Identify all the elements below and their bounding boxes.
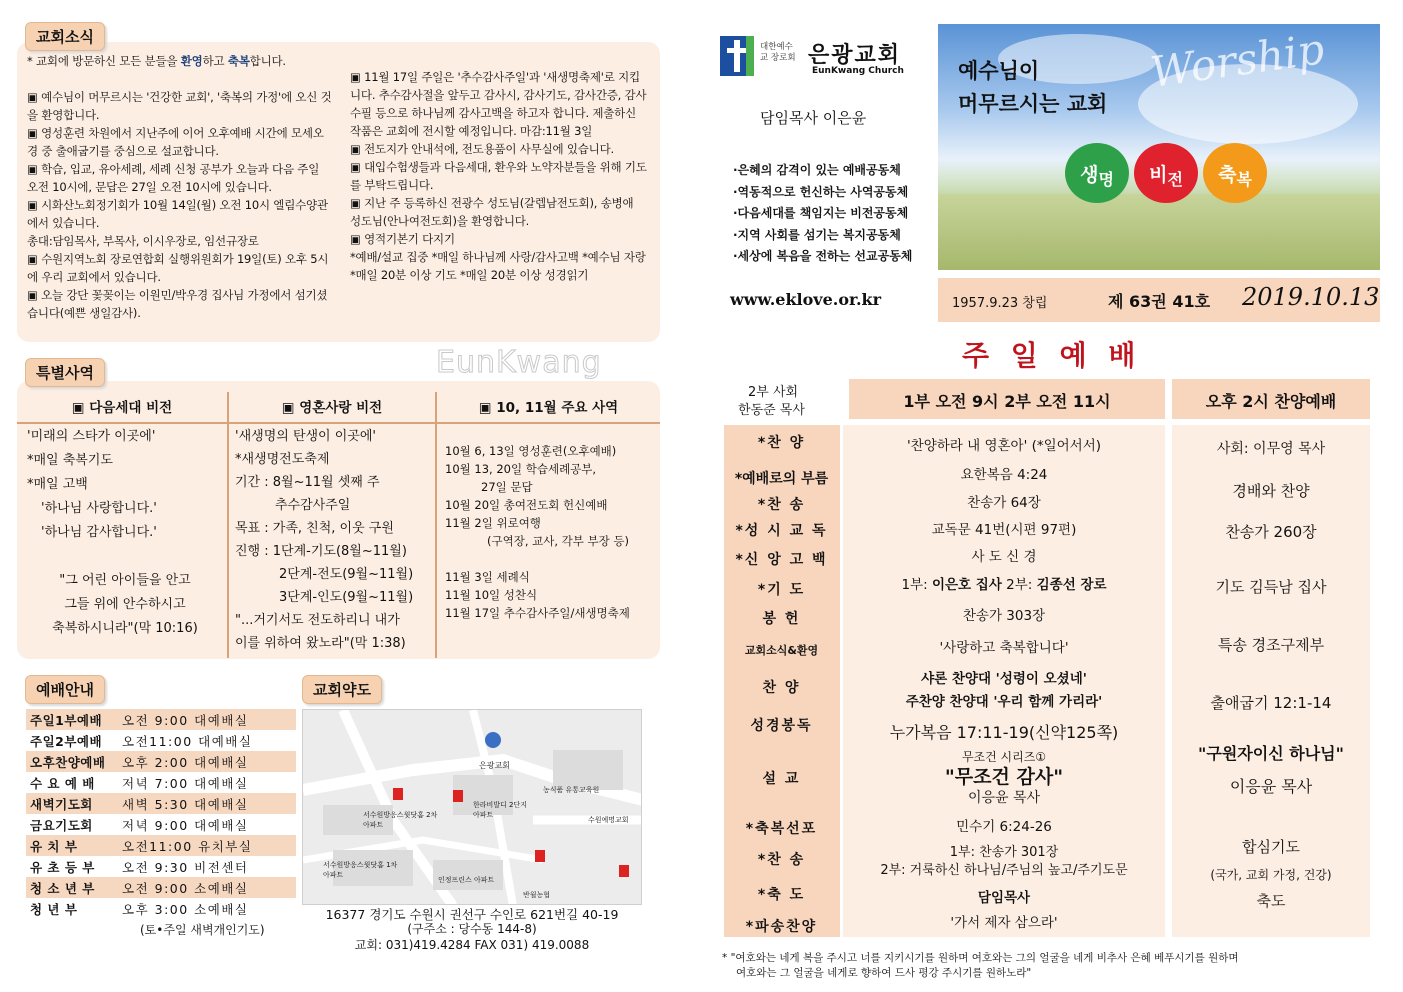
order-item: 1부: 찬송가 301장 <box>949 845 1059 860</box>
pm-item: 특송 경조구제부 <box>1217 636 1325 654</box>
news-item: *예배/설교 집중 *매일 하나님께 사랑/감사고백 *예수님 자랑 *매일 20분 이상 기도 *매일 20분 이상 성경읽기 <box>350 250 646 282</box>
news-item: ▣ 오늘 강단 꽃꽂이는 이원민/박우경 집사님 가정에서 섬기셨습니다(예쁜 생일감사). <box>27 288 328 320</box>
services-tab: 예배안내 <box>25 675 105 704</box>
welcome-line: * 교회에 방문하신 모든 분들을 환영하고 축복합니다. <box>27 54 286 68</box>
pm-header-text: 오후 2시 찬양예배 <box>1205 392 1337 411</box>
founded: 1957.9.23 창립 <box>952 296 1048 311</box>
news-left-column <box>27 52 333 322</box>
map-label: 농식품 유통교육원 <box>543 786 600 794</box>
pm-item: 경배와 찬양 <box>1232 482 1310 500</box>
news-item: ▣ 지난 주 등록하신 전광수 성도님(갈렙남전도회), 송병애 성도님(안나여전도회)을 환영합니다. <box>350 196 634 228</box>
service-schedule <box>26 709 296 919</box>
church-name: 은광교회 <box>808 43 902 68</box>
map-label: 반월농협 <box>523 891 551 899</box>
am-header-text: 1부 오전 9시 2부 오전 11시 <box>903 392 1111 411</box>
map-phone: 교회: 031)419.4284 FAX 031) 419.0088 <box>354 938 590 952</box>
special-col3-head: ▣ 10, 11월 주요 사역 <box>437 392 660 424</box>
order-item: 사 도 신 경 <box>971 549 1037 565</box>
pm-item: 찬송가 260장 <box>1225 523 1317 541</box>
pm-item: 기도 김득남 집사 <box>1215 578 1327 596</box>
order-item: 1부: 이은호 집사 2부: 김종선 장로 <box>901 577 1107 593</box>
map-tab: 교회약도 <box>302 675 382 704</box>
order-label: *예배로의 부름 <box>734 471 829 487</box>
order-item: 샤론 찬양대 '성령이 오셨네' <box>921 671 1087 687</box>
order-label: *축 도 <box>757 887 806 903</box>
table-row: 주일1부예배 오전 9:00 대예배실 <box>26 709 296 730</box>
map-label: 한라비발디 2단지아파트 <box>473 801 528 819</box>
column-divider <box>227 392 229 658</box>
news-item: ▣ 11월 17일 주일은 '추수감사주일'과 '새생명축제'로 지킵니다. 추수감사절을 앞두고 감사시, 감사기도, 감사간증, 감사수필 등으로 하나님께 감사고백을 하고자 합니다. 제출하신 작품은 교회에 전시할 예정입니다. 마감:11월 3일 <box>350 70 647 138</box>
map-label: 서수원방응스윗닷홈 2차아파트 <box>363 811 438 829</box>
table-row: 청 소 년 부 오전 9:00 소예배실 <box>26 877 296 898</box>
order-label: *신 앙 고 백 <box>735 552 828 568</box>
sermon-series: 무조건 시리즈① <box>961 750 1047 764</box>
presider: 한동준 목사 <box>738 403 805 418</box>
pm-item: 출애굽기 12:1-14 <box>1210 694 1332 712</box>
verse-line2: 여호와는 그 얼굴을 네게로 향하여 드사 평강 주시기를 원하노라" <box>736 967 1032 979</box>
order-item: 2부: 거룩하신 하나님/주님의 높고/주기도문 <box>880 863 1128 878</box>
table-row: 유 치 부 오전11:00 유치부실 <box>26 835 296 856</box>
news-item: 총대:담임목사, 부목사, 이시우장로, 임선규장로 <box>27 234 259 248</box>
pm-presider: 사회: 이무영 목사 <box>1216 441 1326 457</box>
table-row: 유 초 등 부 오전 9:30 비전센터 <box>30 859 249 875</box>
map-label: 인정프린스 아파트 <box>438 876 495 884</box>
news-right-column <box>350 68 647 284</box>
news-item: ▣ 예수님이 머무르시는 '건강한 교회', '축복의 가정'에 오신 것을 환영합니다. <box>27 90 332 122</box>
order-label: *찬 송 <box>757 497 806 513</box>
map-label: 서수원방응스윗닷홈 1차아파트 <box>323 861 398 879</box>
special-col3: 10월 6, 13일 영성훈련(오후예배) 10월 13, 20일 학습세례공부, 27일 문답 10월 20일 총여전도회 헌신예배 11월 2일 위로여행 (구역장, 교사, 각부 부장 등) 11월 3일 세례식 11월 10일 성찬식 11월 17일 추수감사주일/새생명축제 <box>445 444 630 620</box>
table-row: 청 년 부 오후 3:00 소예배실 <box>30 901 249 917</box>
watermark: EunKwang <box>436 345 602 380</box>
order-label: *성 시 교 독 <box>735 523 828 539</box>
special-tab: 특별사역 <box>25 358 105 387</box>
news-item: ▣ 전도지가 안내석에, 전도용품이 사무실에 있습니다. <box>350 142 614 156</box>
table-row: 새벽기도회 새벽 5:30 대예배실 <box>26 793 296 814</box>
worship-title: 주 일 예 배 <box>962 339 1142 372</box>
news-tab: 교회소식 <box>25 22 105 51</box>
church-name-en: EunKwang Church <box>812 66 904 76</box>
volume: 제 63권 41호 <box>1108 292 1211 311</box>
map-old-address: (구주소 : 당수동 144-8) <box>407 922 537 936</box>
order-item: '사랑하고 축복합니다' <box>939 640 1069 656</box>
pill-vision: 비 전 <box>1134 143 1198 203</box>
column-divider <box>435 392 437 658</box>
order-item: 요한복음 4:24 <box>960 467 1048 483</box>
special-col1-head: ▣ 다음세대 비전 <box>17 392 227 424</box>
senior-pastor: 담임목사 이은윤 <box>760 109 867 127</box>
services-note: (토•주일 새벽개인기도) <box>140 923 265 937</box>
sermon-preacher: 이응윤 목사 <box>967 790 1041 806</box>
pill-blessing: 축 복 <box>1203 143 1267 203</box>
order-item: 민수기 6:24-26 <box>956 819 1052 835</box>
news-item: ▣ 영성훈련 차원에서 지난주에 이어 오후예배 시간에 모세오경 중 출애굽기를 중심으로 설교합니다. <box>27 126 324 158</box>
website: www.eklove.or.kr <box>730 290 882 309</box>
map-address: 16377 경기도 수원시 권선구 수인로 621번길 40-19 <box>325 907 619 922</box>
pill-life: 생 명 <box>1065 143 1129 203</box>
banner-title-line2: 머무르시는 교회 <box>958 92 1108 116</box>
table-row: 주일2부예배 오전11:00 대예배실 <box>30 733 253 749</box>
table-row: 수 요 예 배 저녁 7:00 대예배실 <box>30 775 249 791</box>
special-col2-head: ▣ 영혼사랑 비전 <box>229 392 435 424</box>
order-label: *찬 양 <box>757 435 806 451</box>
pm-item: 축도 <box>1256 892 1286 910</box>
table-row: 금요기도회 저녁 9:00 대예배실 <box>30 817 249 833</box>
denomination: 대한예수교 장로회 <box>760 42 796 63</box>
order-item: '가서 제자 삼으라' <box>950 915 1058 931</box>
scripture-reading: 누가복음 17:11-19(신약125쪽) <box>889 723 1119 742</box>
order-label: *찬 송 <box>757 852 806 868</box>
presider-label: 2부 사회 <box>748 385 799 400</box>
order-label: *파송찬양 <box>745 919 818 935</box>
banner-title-line1: 예수님이 <box>958 59 1040 83</box>
news-item: ▣ 수원지역노회 장로연합회 실행위원회가 19일(토) 오후 5시에 우리 교회에서 있습니다. <box>27 252 329 284</box>
news-item: ▣ 시화산노회정기회가 10월 14일(월) 오전 10시 엘림수양관에서 있습니다. <box>27 198 328 230</box>
order-label: 설 교 <box>762 771 801 787</box>
order-label: 교회소식&환영 <box>744 644 819 657</box>
order-label: 봉 헌 <box>762 611 801 627</box>
news-item: ▣ 대입수험생들과 다음세대, 환우와 노약자분들을 위해 기도를 부탁드립니다. <box>350 160 647 192</box>
sermon-title: "무조건 감사" <box>944 766 1064 788</box>
church-logo <box>720 36 754 76</box>
banner-script: Worship <box>1147 24 1328 97</box>
order-item: 찬송가 303장 <box>962 608 1046 624</box>
order-item: 교독문 41번(시편 97편) <box>931 522 1077 538</box>
pm-sermon-title: "구원자이신 하나님" <box>1198 744 1344 763</box>
special-col1: '미래의 스타가 이곳에' *매일 축복기도 *매일 고백 '하나님 사랑합니다.' '하나님 감사합니다.' "그 어린 아이들을 안고 그들 위에 안수하시고 축복하시니라"(막 10:16) <box>27 429 198 636</box>
church-map <box>302 709 642 905</box>
news-item: ▣ 학습, 입교, 유아세례, 세례 신청 공부가 오늘과 다음 주일 오전 10시에, 문답은 27일 오전 10시에 있습니다. <box>27 162 320 194</box>
special-col2: '새생명의 탄생이 이곳에' *새생명전도축제 기간 : 8월~11월 셋째 주 추수감사주일 목표 : 가족, 친척, 이웃 구원 진행 : 1단계-기도(8월~11월) 2단계-전도(9월~11월) 3단계-인도(9월~11월) "...거기서도 전도하리니 내가 이를 위하여 왔노라"(막 1:38) <box>235 429 414 651</box>
issue-date: 2019.10.13 <box>1242 283 1380 311</box>
order-pm-column <box>1172 425 1370 937</box>
order-label: 찬 양 <box>762 680 801 696</box>
order-item: 찬송가 64장 <box>967 495 1041 511</box>
pm-item: (국가, 교회 가정, 건강) <box>1210 868 1332 882</box>
order-item: 담임목사 <box>977 890 1031 906</box>
map-label-church: 은광교회 <box>479 761 510 770</box>
order-label: *축복선포 <box>745 821 818 837</box>
order-item: 주찬양 찬양대 '우리 함께 가리라' <box>905 694 1103 710</box>
table-row: 오후찬양예배 오후 2:00 대예배실 <box>26 751 296 772</box>
pm-item: 합심기도 <box>1242 838 1300 856</box>
verse-line1: * "여호와는 네게 복을 주시고 너를 지키시기를 원하며 여호와는 그의 얼굴을 네게 비추사 은혜 베푸시기를 원하며 <box>722 952 1239 964</box>
order-item: '찬양하라 내 영혼아' (*일어서서) <box>906 438 1102 454</box>
mission-list: ·은혜의 감격이 있는 예배공동체 ·역동적으로 헌신하는 사역공동체 ·다음세대를 책임지는 비전공동체 ·지역 사회를 섬기는 복지공동체 ·세상에 복음을 전하는 선교공동체 <box>733 163 913 263</box>
order-label: *기 도 <box>757 582 806 598</box>
order-label: 성경봉독 <box>750 718 813 734</box>
map-label: 수원예명교회 <box>588 816 629 824</box>
pm-preacher: 이응윤 목사 <box>1229 777 1313 796</box>
news-item: ▣ 영적기본기 다지기 <box>350 232 455 246</box>
